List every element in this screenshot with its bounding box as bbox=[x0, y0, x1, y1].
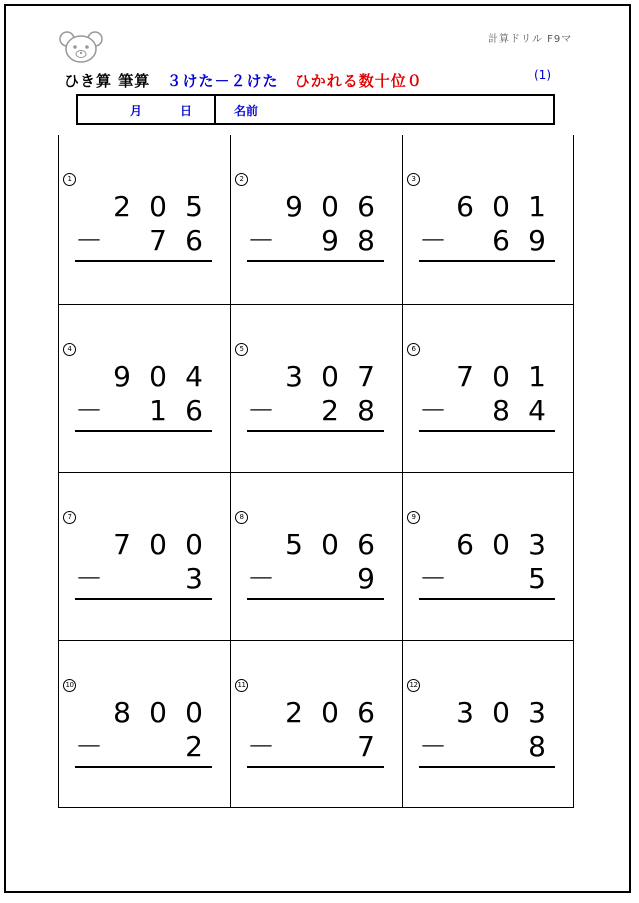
problem-cell bbox=[59, 640, 231, 808]
answer-line bbox=[419, 766, 555, 768]
minus-sign: － bbox=[75, 394, 104, 427]
problem-number: 5 bbox=[235, 343, 248, 356]
subtrahend bbox=[104, 395, 212, 427]
problem-number: 10 bbox=[63, 679, 76, 692]
subtrahend-digit-tens bbox=[312, 731, 348, 763]
minuend-digit-hundreds: 7 bbox=[113, 528, 131, 561]
subtrahend-digit-hundreds bbox=[447, 731, 483, 763]
minus-sign: － bbox=[247, 730, 276, 763]
minuend-digit-hundreds: 3 bbox=[285, 360, 303, 393]
problem-cell bbox=[231, 472, 403, 640]
minuend bbox=[104, 697, 212, 729]
answer-line bbox=[75, 598, 212, 600]
problem-number: 2 bbox=[235, 173, 248, 186]
minus-sign: － bbox=[247, 562, 276, 595]
subtrahend-digit-ones: 8 bbox=[357, 394, 375, 427]
subtrahend bbox=[447, 563, 555, 595]
minuend-digit-ones: 5 bbox=[185, 190, 203, 223]
bear-logo-icon bbox=[58, 30, 104, 64]
problem-cell bbox=[231, 640, 403, 808]
subtrahend-digit-ones: 9 bbox=[357, 562, 375, 595]
subtrahend-digit-ones: 2 bbox=[185, 730, 203, 763]
minuend-digit-ones: 0 bbox=[185, 528, 203, 561]
minuend-digit-tens: 0 bbox=[149, 360, 167, 393]
answer-line bbox=[247, 260, 384, 262]
minuend-digit-ones: 3 bbox=[528, 696, 546, 729]
minuend-digit-tens: 0 bbox=[492, 696, 510, 729]
worksheet-title bbox=[64, 70, 423, 91]
minuend-digit-hundreds: 9 bbox=[285, 190, 303, 223]
answer-line bbox=[247, 766, 384, 768]
minuend-digit-tens: 0 bbox=[321, 190, 339, 223]
problem-grid bbox=[58, 135, 573, 808]
subtrahend-digit-hundreds bbox=[447, 395, 483, 427]
subtrahend-digit-tens: 9 bbox=[321, 224, 339, 257]
answer-line bbox=[247, 598, 384, 600]
minuend-digit-ones: 6 bbox=[357, 696, 375, 729]
minuend bbox=[447, 697, 555, 729]
answer-line bbox=[75, 430, 212, 432]
minuend-digit-tens: 0 bbox=[492, 528, 510, 561]
problem-cell bbox=[403, 472, 574, 640]
minuend-digit-tens: 0 bbox=[149, 190, 167, 223]
name-label: 名前 bbox=[234, 104, 259, 118]
subtrahend bbox=[447, 395, 555, 427]
subtrahend-digit-hundreds bbox=[104, 225, 140, 257]
subtrahend-digit-hundreds bbox=[104, 731, 140, 763]
subtrahend bbox=[447, 731, 555, 763]
subtrahend-digit-tens: 6 bbox=[492, 224, 510, 257]
problem-cell bbox=[59, 135, 231, 304]
minus-sign: － bbox=[247, 224, 276, 257]
minuend bbox=[104, 361, 212, 393]
problem-number: 4 bbox=[63, 343, 76, 356]
subtrahend-digit-ones: 8 bbox=[357, 224, 375, 257]
subtrahend-digit-tens: 7 bbox=[149, 224, 167, 257]
subtrahend-digit-ones: 9 bbox=[528, 224, 546, 257]
subtrahend-digit-hundreds bbox=[276, 225, 312, 257]
subtrahend-digit-hundreds bbox=[447, 225, 483, 257]
problem-number: 11 bbox=[235, 679, 248, 692]
minuend-digit-ones: 1 bbox=[528, 190, 546, 223]
subtrahend-digit-ones: 4 bbox=[528, 394, 546, 427]
name-field[interactable] bbox=[216, 96, 553, 123]
day-label: 日 bbox=[180, 104, 193, 118]
problem-number: 12 bbox=[407, 679, 420, 692]
problem-cell bbox=[403, 640, 574, 808]
answer-line bbox=[75, 766, 212, 768]
name-date-box bbox=[76, 94, 555, 125]
title-condition: ひかれる数十位０ bbox=[294, 72, 423, 90]
subtrahend bbox=[104, 225, 212, 257]
sheet-number: (1) bbox=[534, 68, 551, 82]
problem-cell bbox=[59, 472, 231, 640]
problem-cell bbox=[403, 135, 574, 304]
subtrahend-digit-tens bbox=[312, 563, 348, 595]
minuend-digit-ones: 3 bbox=[528, 528, 546, 561]
minuend-digit-hundreds: 9 bbox=[113, 360, 131, 393]
minuend-digit-ones: 1 bbox=[528, 360, 546, 393]
title-digits: ３けた－２けた bbox=[166, 72, 279, 90]
minus-sign: － bbox=[247, 394, 276, 427]
minuend-digit-hundreds: 3 bbox=[456, 696, 474, 729]
subtrahend-digit-ones: 7 bbox=[357, 730, 375, 763]
minuend-digit-hundreds: 5 bbox=[285, 528, 303, 561]
subtrahend-digit-hundreds bbox=[276, 563, 312, 595]
problem-cell bbox=[231, 135, 403, 304]
subtrahend-digit-hundreds bbox=[276, 395, 312, 427]
subtrahend bbox=[276, 395, 384, 427]
subtrahend-digit-hundreds bbox=[276, 731, 312, 763]
answer-line bbox=[419, 260, 555, 262]
date-field[interactable] bbox=[78, 96, 216, 123]
minuend-digit-hundreds: 2 bbox=[113, 190, 131, 223]
subtrahend-digit-tens bbox=[140, 731, 176, 763]
problem-number: 9 bbox=[407, 511, 420, 524]
minuend-digit-tens: 0 bbox=[492, 190, 510, 223]
minus-sign: － bbox=[75, 224, 104, 257]
subtrahend-digit-hundreds bbox=[104, 395, 140, 427]
subtrahend-digit-ones: 6 bbox=[185, 224, 203, 257]
minuend-digit-hundreds: 6 bbox=[456, 190, 474, 223]
minus-sign: － bbox=[75, 730, 104, 763]
subtrahend-digit-hundreds bbox=[447, 563, 483, 595]
minuend bbox=[276, 191, 384, 223]
subtrahend-digit-ones: 8 bbox=[528, 730, 546, 763]
problem-cell bbox=[231, 304, 403, 472]
minuend bbox=[104, 191, 212, 223]
month-label: 月 bbox=[130, 104, 143, 118]
minuend-digit-ones: 6 bbox=[357, 528, 375, 561]
subtrahend-digit-ones: 3 bbox=[185, 562, 203, 595]
problem-number: 8 bbox=[235, 511, 248, 524]
minuend bbox=[276, 529, 384, 561]
minuend-digit-tens: 0 bbox=[321, 528, 339, 561]
subtrahend bbox=[104, 563, 212, 595]
minuend-digit-tens: 0 bbox=[149, 528, 167, 561]
problem-number: 7 bbox=[63, 511, 76, 524]
subtrahend-digit-tens: 1 bbox=[149, 394, 167, 427]
minuend-digit-hundreds: 7 bbox=[456, 360, 474, 393]
title-main: ひき算 筆算 bbox=[64, 72, 151, 90]
minuend-digit-tens: 0 bbox=[321, 360, 339, 393]
minuend-digit-hundreds: 2 bbox=[285, 696, 303, 729]
minuend bbox=[276, 697, 384, 729]
minus-sign: － bbox=[419, 224, 448, 257]
answer-line bbox=[419, 430, 555, 432]
subtrahend bbox=[447, 225, 555, 257]
answer-line bbox=[419, 598, 555, 600]
problem-number: 1 bbox=[63, 173, 76, 186]
subtrahend bbox=[276, 731, 384, 763]
subtrahend-digit-tens: 8 bbox=[492, 394, 510, 427]
problem-cell bbox=[403, 304, 574, 472]
minuend-digit-tens: 0 bbox=[321, 696, 339, 729]
minuend bbox=[447, 361, 555, 393]
minuend-digit-ones: 6 bbox=[357, 190, 375, 223]
subtrahend-digit-tens bbox=[483, 731, 519, 763]
subtrahend-digit-hundreds bbox=[104, 563, 140, 595]
subtrahend-digit-ones: 5 bbox=[528, 562, 546, 595]
subtrahend bbox=[104, 731, 212, 763]
minuend-digit-tens: 0 bbox=[492, 360, 510, 393]
minuend bbox=[447, 191, 555, 223]
subtrahend-digit-tens bbox=[483, 563, 519, 595]
subtrahend-digit-tens: 2 bbox=[321, 394, 339, 427]
minus-sign: － bbox=[419, 562, 448, 595]
minus-sign: － bbox=[419, 730, 448, 763]
minus-sign: － bbox=[419, 394, 448, 427]
answer-line bbox=[247, 430, 384, 432]
problem-number: 6 bbox=[407, 343, 420, 356]
subtrahend-digit-ones: 6 bbox=[185, 394, 203, 427]
minuend-digit-ones: 7 bbox=[357, 360, 375, 393]
minuend-digit-hundreds: 8 bbox=[113, 696, 131, 729]
subtrahend bbox=[276, 225, 384, 257]
minuend-digit-hundreds: 6 bbox=[456, 528, 474, 561]
subtrahend-digit-tens bbox=[140, 563, 176, 595]
problem-cell bbox=[59, 304, 231, 472]
minuend-digit-ones: 0 bbox=[185, 696, 203, 729]
minuend bbox=[276, 361, 384, 393]
minuend-digit-tens: 0 bbox=[149, 696, 167, 729]
subtrahend bbox=[276, 563, 384, 595]
answer-line bbox=[75, 260, 212, 262]
minus-sign: － bbox=[75, 562, 104, 595]
drill-code: 計算ドリル F9マ bbox=[488, 34, 573, 45]
minuend bbox=[104, 529, 212, 561]
problem-number: 3 bbox=[407, 173, 420, 186]
minuend bbox=[447, 529, 555, 561]
minuend-digit-ones: 4 bbox=[185, 360, 203, 393]
